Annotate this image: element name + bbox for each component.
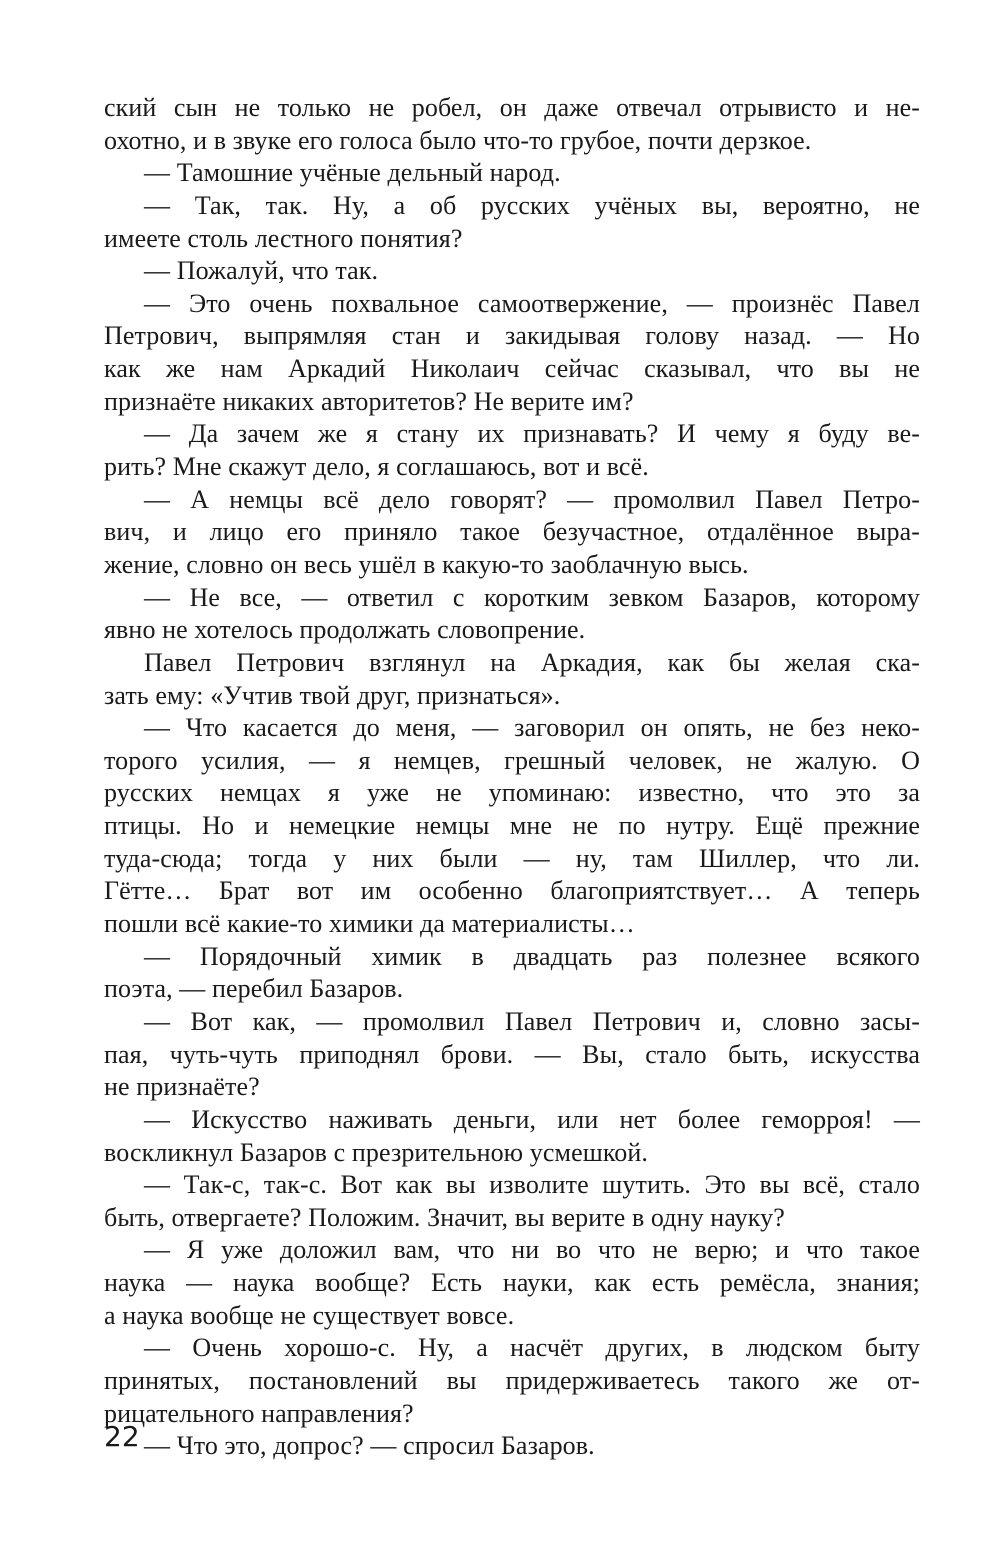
text-line: принятых, постановлений вы придерживаетесь такого же от-: [104, 1365, 920, 1395]
text-line: охотно, и в звуке его голоса было что-то грубое, почти дерзкое.: [104, 125, 812, 155]
text-line: — Так, так. Ну, а об русских учёных вы, вероятно, не: [144, 190, 920, 220]
paragraph-15: [104, 1234, 920, 1332]
paragraph-5: [104, 288, 920, 419]
text-line: — А немцы всё дело говорят? — промолвил Павел Петро-: [144, 484, 920, 514]
paragraph-17: [104, 1430, 920, 1463]
text-line: птицы. Но и немецкие немцы мне не по нутру. Ещё прежние: [104, 811, 920, 841]
paragraph-16: [104, 1332, 920, 1430]
text-line: — Пожалуй, что так.: [144, 256, 379, 286]
paragraph-1: [104, 92, 920, 157]
paragraph-4: [104, 255, 920, 288]
text-line: — Не все, — ответил с коротким зевком Базаров, которому: [144, 582, 920, 612]
text-line: туда-сюда; тогда у них были — ну, там Шиллер, что ли.: [104, 843, 920, 873]
body-text: [104, 92, 920, 1463]
text-line: пая, чуть-чуть приподнял брови. — Вы, стало быть, искусства: [104, 1039, 920, 1069]
text-line: пошли всё какие-то химики да материалисты…: [104, 909, 635, 939]
paragraph-6: [104, 418, 920, 483]
text-line: Петрович, выпрямляя стан и закидывая голову назад. — Но: [104, 321, 920, 351]
text-line: — Тамошние учёные дельный народ.: [144, 158, 561, 188]
paragraph-7: [104, 484, 920, 582]
text-line: поэта, — перебил Базаров.: [104, 974, 404, 1004]
text-line: — Искусство наживать деньги, или нет более геморроя! —: [144, 1104, 920, 1134]
text-line: наука — наука вообще? Есть науки, как есть ремёсла, знания;: [104, 1268, 920, 1298]
paragraph-9: [104, 647, 920, 712]
text-line: быть, отвергаете? Положим. Значит, вы верите в одну науку?: [104, 1202, 785, 1232]
text-line: — Что это, допрос? — спросил Базаров.: [144, 1431, 595, 1461]
page-number: 22: [104, 1420, 140, 1453]
text-line: — Вот как, — промолвил Павел Петрович и, словно засы-: [144, 1006, 920, 1036]
paragraph-11: [104, 941, 920, 1006]
text-line: а наука вообще не существует вовсе.: [104, 1300, 515, 1330]
text-line: — Так-с, так-с. Вот как вы изволите шутить. Это вы всё, стало: [144, 1170, 920, 1200]
text-line: имеете столь лестного понятия?: [104, 223, 463, 253]
paragraph-13: [104, 1104, 920, 1169]
text-line: как же нам Аркадий Николаич сейчас сказывал, что вы не: [104, 354, 920, 384]
text-line: воскликнул Базаров с презрительною усмешкой.: [104, 1137, 648, 1167]
text-line: зать ему: «Учтив твой друг, признаться».: [104, 680, 561, 710]
paragraph-8: [104, 582, 920, 647]
text-line: жение, словно он весь ушёл в какую-то заоблачную высь.: [104, 549, 749, 579]
text-line: — Да зачем же я стану их признавать? И чему я буду ве-: [144, 419, 920, 449]
text-line: рить? Мне скажут дело, я соглашаюсь, вот и всё.: [104, 452, 649, 482]
paragraph-14: [104, 1169, 920, 1234]
text-line: рицательного направления?: [104, 1398, 414, 1428]
text-line: — Порядочный химик в двадцать раз полезнее всякого: [144, 941, 920, 971]
text-line: признаёте никаких авторитетов? Не верите им?: [104, 386, 634, 416]
paragraph-10: [104, 712, 920, 940]
text-line: — Что касается до меня, — заговорил он опять, не без неко-: [144, 713, 920, 743]
text-line: не признаёте?: [104, 1072, 260, 1102]
text-line: — Очень хорошо-с. Ну, а насчёт других, в людском быту: [144, 1333, 920, 1363]
text-line: Гётте… Брат вот им особенно благоприятствует… А теперь: [104, 876, 920, 906]
paragraph-12: [104, 1006, 920, 1104]
text-line: явно не хотелось продолжать словопрение.: [104, 615, 586, 645]
text-line: — Я уже доложил вам, что ни во что не верю; и что такое: [144, 1235, 920, 1265]
paragraph-3: [104, 190, 920, 255]
text-line: ский сын не только не робел, он даже отвечал отрывисто и не-: [104, 93, 920, 122]
text-line: — Это очень похвальное самоотвержение, — произнёс Павел: [144, 288, 920, 318]
text-line: русских немцах я уже не упоминаю: известно, что это за: [104, 778, 920, 808]
text-line: торого усилия, — я немцев, грешный человек, не жалую. О: [104, 745, 920, 775]
text-line: Павел Петрович взглянул на Аркадия, как бы желая ска-: [144, 647, 920, 677]
paragraph-2: [104, 157, 920, 190]
text-line: вич, и лицо его приняло такое безучастное, отдалённое выра-: [104, 517, 920, 547]
